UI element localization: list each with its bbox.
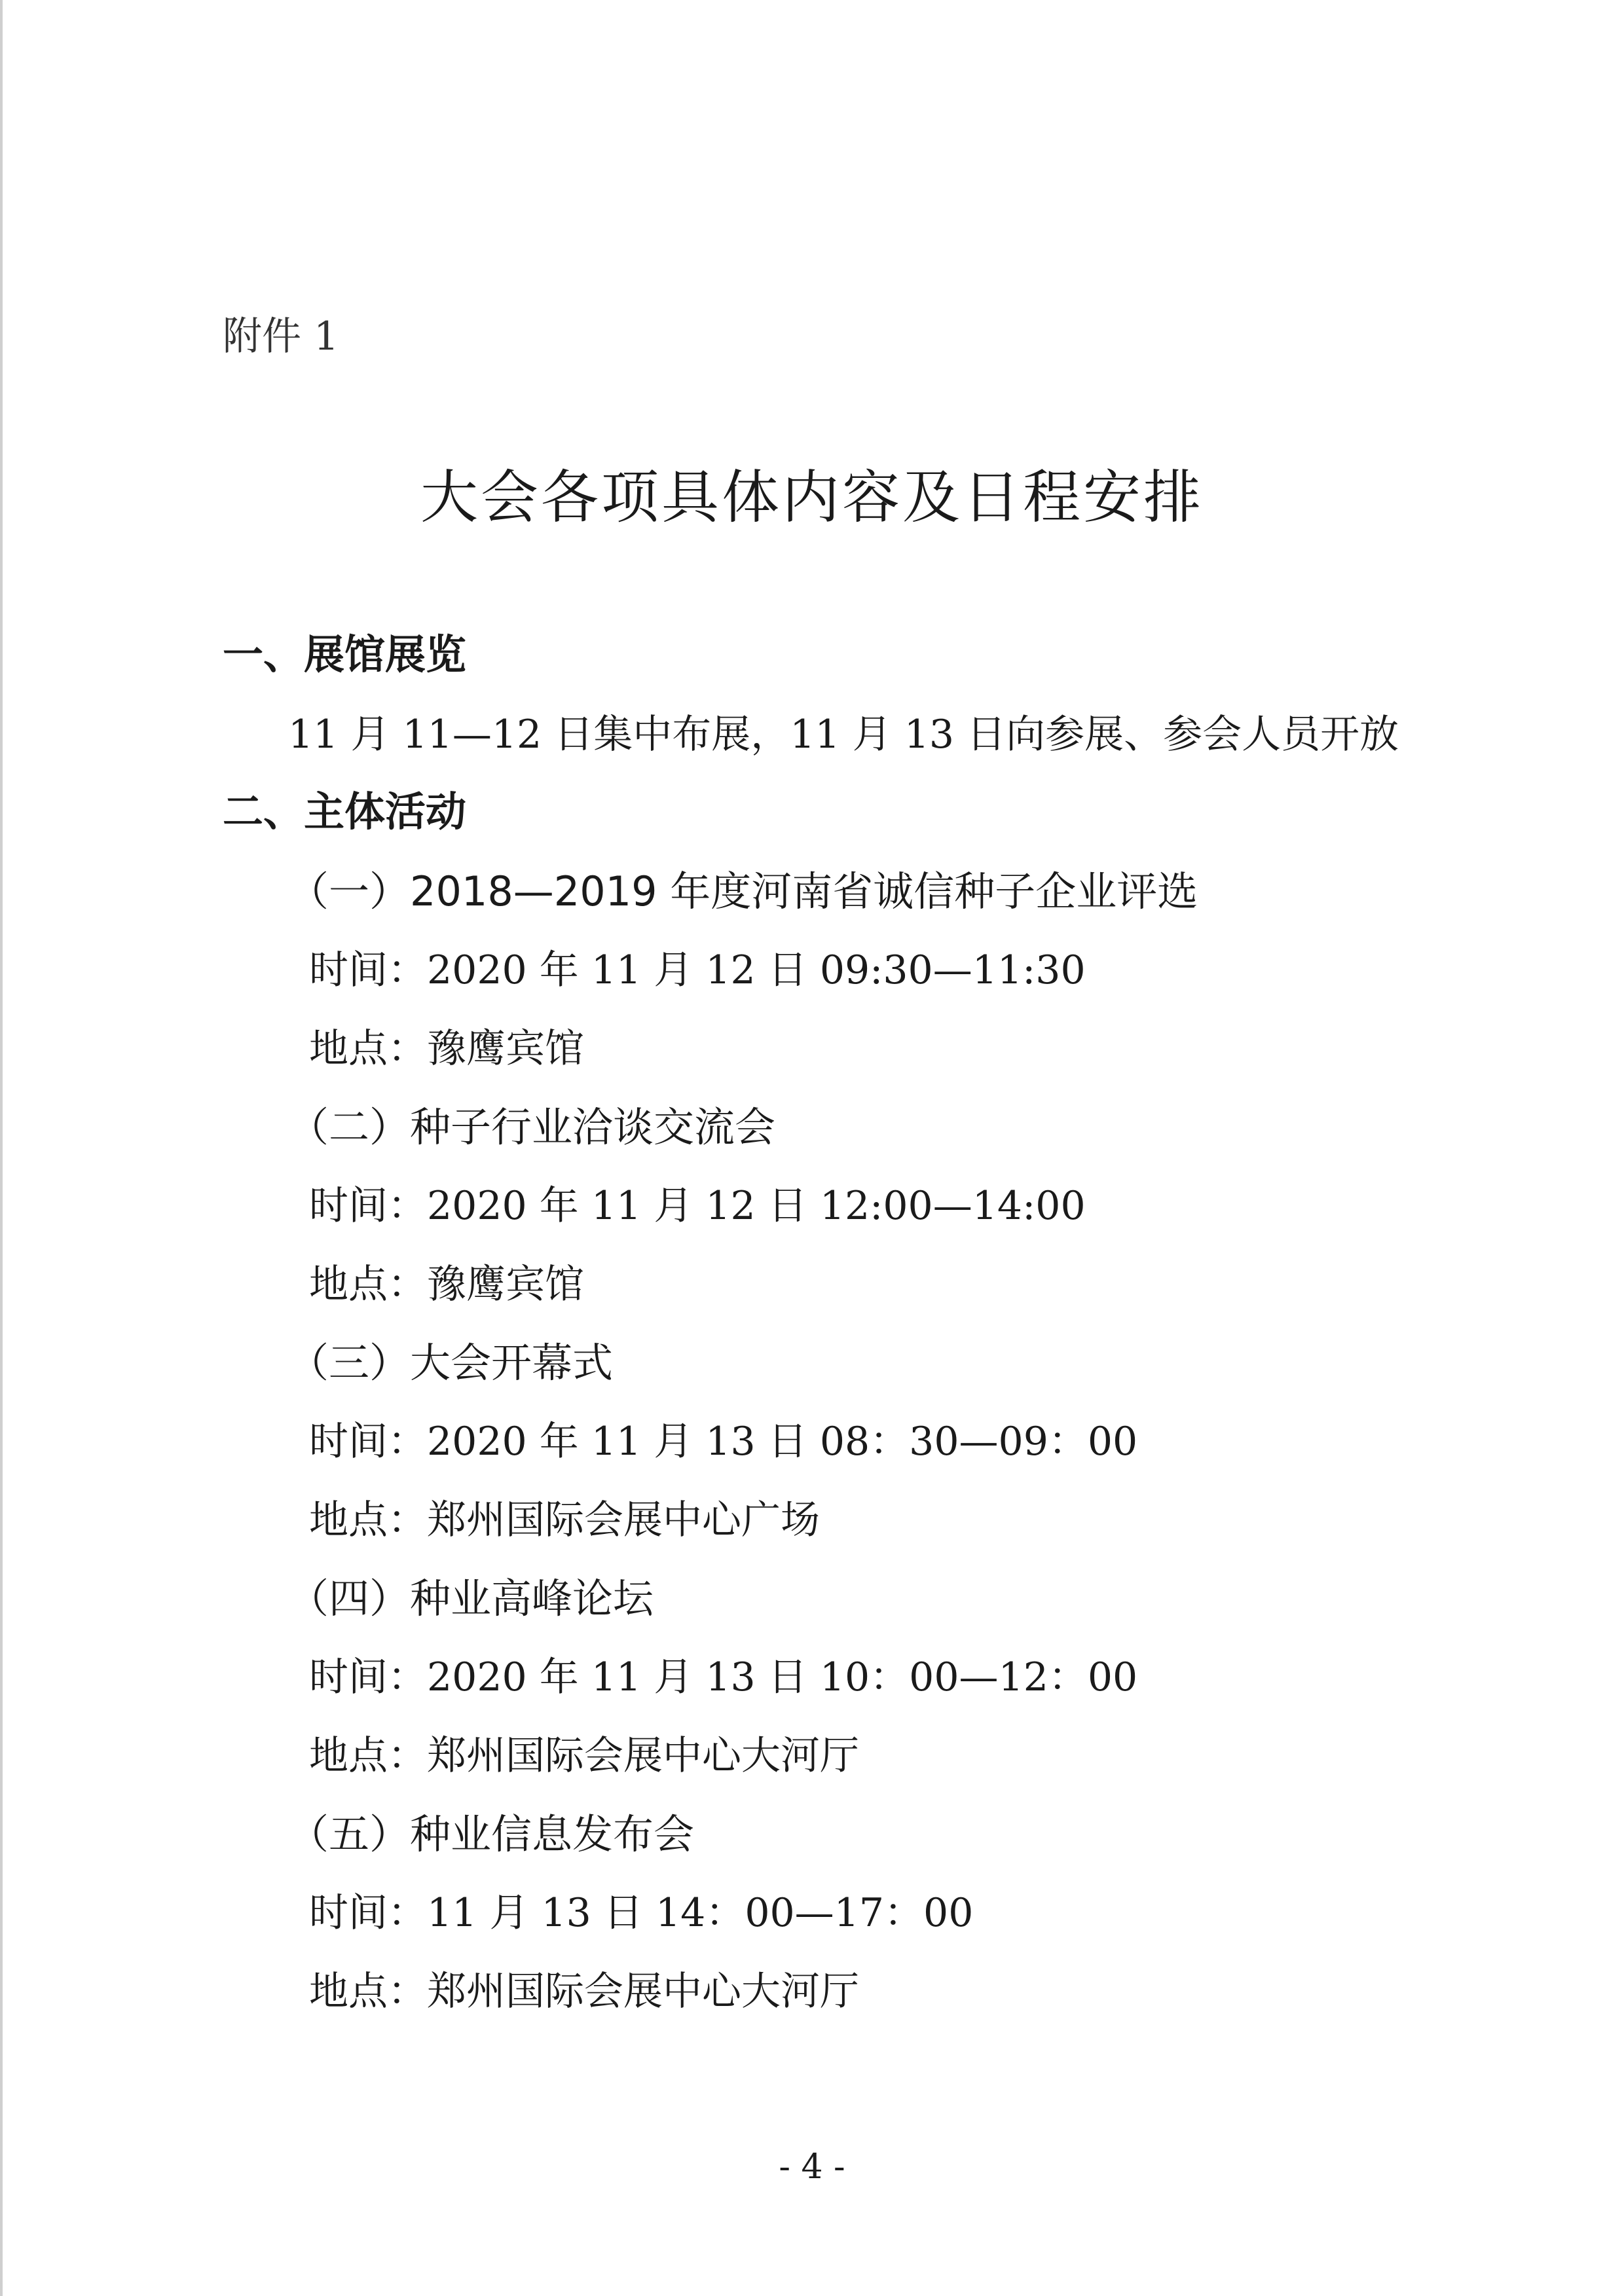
activity-time-5: 时间：11 月 13 日 14：00—17：00 [309,1890,974,1936]
activity-title-3: （三）大会开幕式 [288,1339,614,1387]
activity-title-4: （四）种业高峰论坛 [288,1575,654,1622]
section-heading-activities: 二、主体活动 [223,788,467,835]
activity-title-2: （二）种子行业洽谈交流会 [288,1103,776,1151]
activity-location-1: 地点：豫鹰宾馆 [309,1026,584,1072]
activity-time-3: 时间：2020 年 11 月 13 日 08：30—09：00 [309,1419,1138,1465]
activity-time-4: 时间：2020 年 11 月 13 日 10：00—12：00 [309,1654,1138,1700]
activity-location-2: 地点：豫鹰宾馆 [309,1262,584,1307]
activity-title-1: （一）2018—2019 年度河南省诚信种子企业评选 [288,867,1198,915]
activity-location-5: 地点：郑州国际会展中心大河厅 [309,1969,859,2014]
document-title: 大会各项具体内容及日程安排 [420,464,1204,531]
scan-edge [0,0,3,2296]
activity-location-4: 地点：郑州国际会展中心大河厅 [309,1733,859,1779]
activity-title-5: （五）种业信息发布会 [288,1810,695,1858]
page-number: - 4 - [779,2147,845,2187]
attachment-label: 附件 1 [223,314,339,359]
activity-location-3: 地点：郑州国际会展中心广场 [309,1497,820,1543]
section-heading-exhibition: 一、展馆展览 [223,630,467,678]
exhibition-text: 11 月 11—12 日集中布展，11 月 13 日向参展、参会人员开放 [288,712,1399,757]
activity-time-1: 时间：2020 年 11 月 12 日 09:30—11:30 [309,947,1086,993]
activity-time-2: 时间：2020 年 11 月 12 日 12:00—14:00 [309,1183,1086,1229]
